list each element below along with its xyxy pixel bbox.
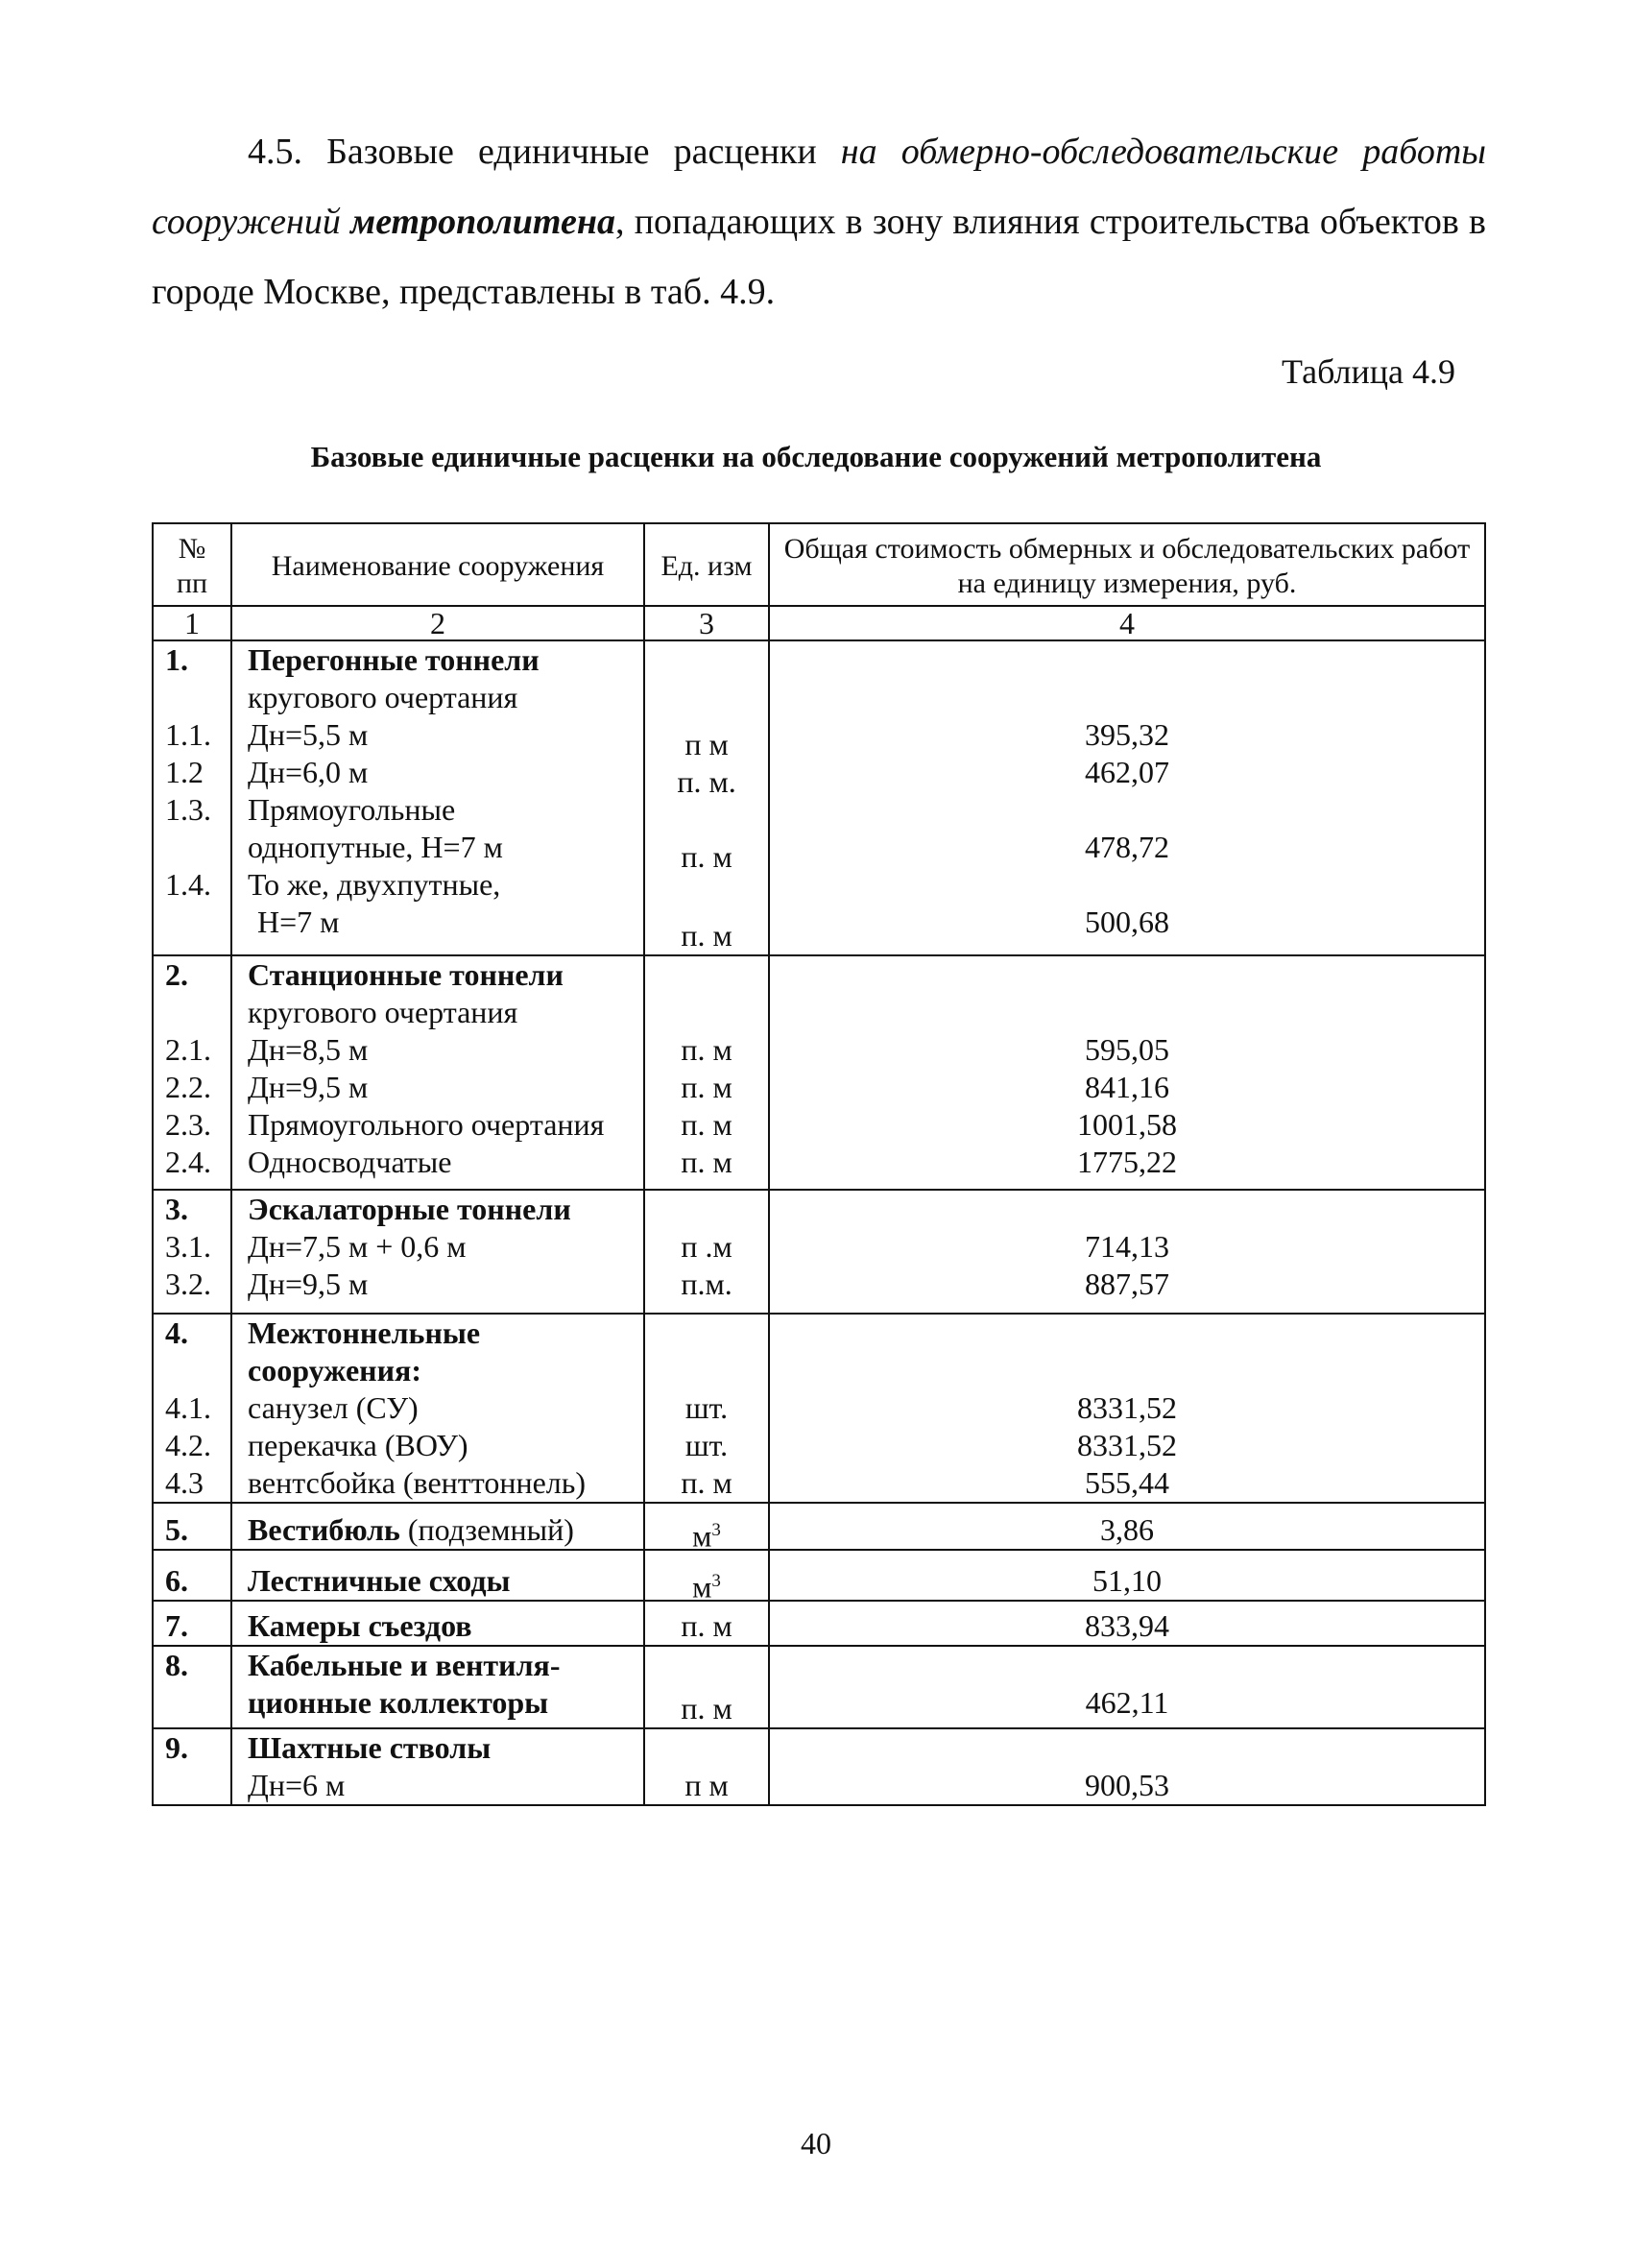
row-value: 51,10 <box>1092 1563 1162 1598</box>
row-unit: п. м <box>681 1691 732 1725</box>
row-unit: п. м <box>681 1032 732 1067</box>
header-unit: Ед. изм <box>644 523 769 606</box>
unit-superscript: 3 <box>711 1571 721 1591</box>
intro-tail: , попадающих в зону влияния строительства объектов в городе Москве, представлены в таб. 4.9. <box>152 202 1486 312</box>
column-numbers-row <box>153 606 1485 640</box>
price-table <box>152 522 1486 1806</box>
header-name: Наименование сооружения <box>231 523 644 606</box>
row-name: Дн=5,5 м <box>248 717 369 752</box>
row-num: 1.4. <box>165 867 211 902</box>
row-name: Прямоугольные <box>248 792 456 827</box>
row-value: 462,07 <box>1085 755 1169 789</box>
row-name: То же, двухпутные, <box>248 867 501 902</box>
section-8 <box>153 1646 1485 1728</box>
row-unit: п. м <box>681 1107 732 1142</box>
section-num: 1. <box>165 642 188 677</box>
intro-paragraph <box>152 117 1486 327</box>
section-title: Перегонные тоннели <box>248 642 540 677</box>
col-number: 4 <box>769 606 1485 640</box>
section-title: Вестибюль <box>248 1512 400 1547</box>
row-unit: п м <box>684 1768 729 1802</box>
row-num: 2.3. <box>165 1107 211 1142</box>
section-5 <box>153 1503 1485 1550</box>
section-subtitle: кругового очертания <box>248 995 518 1029</box>
row-value: 500,68 <box>1085 905 1169 939</box>
intro-italic: на обмерно-обследовательские работы сооружений <box>152 132 1487 242</box>
row-value: 887,57 <box>1085 1267 1169 1301</box>
row-value: 714,13 <box>1085 1229 1169 1264</box>
row-num: 2.1. <box>165 1032 211 1067</box>
unit-superscript: 3 <box>711 1520 721 1540</box>
row-unit: п. м <box>681 918 732 953</box>
row-num: 4.2. <box>165 1428 211 1462</box>
row-value: 395,32 <box>1085 717 1169 752</box>
row-num: 4.3 <box>165 1465 204 1500</box>
row-unit: м <box>692 1518 712 1554</box>
header-cost: Общая стоимость обмерных и обследовательских работ на единицу измерения, руб. <box>769 523 1485 606</box>
row-num: 3.1. <box>165 1229 211 1264</box>
col-number: 1 <box>153 606 231 640</box>
col-number: 3 <box>644 606 769 640</box>
section-6 <box>153 1550 1485 1601</box>
section-num: 5. <box>165 1512 188 1547</box>
row-value: 841,16 <box>1085 1070 1169 1104</box>
row-name: однопутные, Н=7 м <box>248 830 503 864</box>
section-num: 6. <box>165 1563 188 1598</box>
row-unit: п. м <box>681 1145 732 1179</box>
section-title: ционные коллекторы <box>248 1685 549 1720</box>
row-name: Дн=9,5 м <box>248 1070 369 1104</box>
section-num: 3. <box>165 1192 188 1226</box>
section-num: 8. <box>165 1648 188 1682</box>
row-value: 555,44 <box>1085 1465 1169 1500</box>
section-title: Эскалаторные тоннели <box>248 1192 571 1226</box>
section-num: 2. <box>165 957 188 992</box>
table-title: Базовые единичные расценки на обследование сооружений метрополитена <box>310 440 1322 473</box>
section-title: Лестничные сходы <box>248 1563 511 1598</box>
section-4 <box>153 1314 1485 1503</box>
intro-lead: 4.5. Базовые единичные расценки <box>248 132 817 172</box>
section-title: Межтоннельные <box>248 1315 481 1350</box>
page-number: 40 <box>801 2126 831 2160</box>
row-unit: м <box>692 1569 712 1604</box>
row-name: перекачка (ВОУ) <box>248 1428 468 1462</box>
row-name: вентсбойка (венттоннель) <box>248 1465 587 1500</box>
header-row <box>153 523 1485 606</box>
row-name: санузел (СУ) <box>248 1390 419 1425</box>
section-title: Шахтные стволы <box>248 1730 492 1765</box>
row-value: 3,86 <box>1100 1512 1154 1547</box>
col-number: 2 <box>231 606 644 640</box>
row-name: Дн=9,5 м <box>248 1267 369 1301</box>
row-num: 4.1. <box>165 1390 211 1425</box>
row-unit: п. м <box>681 1608 732 1643</box>
section-title: Кабельные и вентиля- <box>248 1648 561 1682</box>
row-num: 1.1. <box>165 717 211 752</box>
row-unit: п. м <box>681 1070 732 1104</box>
row-value: 462,11 <box>1085 1685 1169 1720</box>
row-name: Дн=7,5 м + 0,6 м <box>248 1229 467 1264</box>
section-7 <box>153 1601 1485 1646</box>
row-value: 8331,52 <box>1077 1428 1177 1462</box>
row-value: 833,94 <box>1085 1608 1169 1643</box>
row-value: 8331,52 <box>1077 1390 1177 1425</box>
section-num: 4. <box>165 1315 188 1350</box>
header-num: № пп <box>153 523 231 606</box>
section-3 <box>153 1190 1485 1314</box>
row-name: Дн=6,0 м <box>248 755 369 789</box>
row-value: 478,72 <box>1085 830 1169 864</box>
intro-bold-italic: метрополитена <box>350 202 615 242</box>
row-name: Дн=6 м <box>248 1768 346 1802</box>
section-num: 7. <box>165 1608 188 1643</box>
row-unit: п.м. <box>681 1267 732 1301</box>
row-num: 3.2. <box>165 1267 211 1301</box>
row-unit: шт. <box>684 1428 729 1462</box>
row-unit: п м <box>684 727 729 761</box>
section-title-rest: (подземный) <box>399 1512 574 1547</box>
row-name: Н=7 м <box>257 905 340 939</box>
row-value: 1775,22 <box>1077 1145 1177 1179</box>
section-title: Камеры съездов <box>248 1608 472 1643</box>
section-title: Станционные тоннели <box>248 957 564 992</box>
section-num: 9. <box>165 1730 188 1765</box>
row-value: 900,53 <box>1085 1768 1169 1802</box>
row-num: 1.3. <box>165 792 211 827</box>
row-unit: п. м. <box>677 764 736 799</box>
row-num: 2.2. <box>165 1070 211 1104</box>
section-subtitle: кругового очертания <box>248 680 518 714</box>
section-title: сооружения: <box>248 1353 421 1387</box>
row-value: 595,05 <box>1085 1032 1169 1067</box>
section-2 <box>153 955 1485 1190</box>
row-name: Дн=8,5 м <box>248 1032 369 1067</box>
table-label: Таблица 4.9 <box>1282 352 1455 391</box>
row-unit: п. м <box>681 839 732 874</box>
row-unit: п. м <box>681 1465 732 1500</box>
row-num: 1.2 <box>165 755 204 789</box>
row-value: 1001,58 <box>1077 1107 1177 1142</box>
row-unit: п .м <box>681 1229 732 1264</box>
row-unit: шт. <box>684 1390 729 1425</box>
section-1 <box>153 640 1485 955</box>
row-name: Прямоугольного очертания <box>248 1107 605 1142</box>
section-9 <box>153 1728 1485 1805</box>
row-num: 2.4. <box>165 1145 211 1179</box>
row-name: Односводчатые <box>248 1145 452 1179</box>
